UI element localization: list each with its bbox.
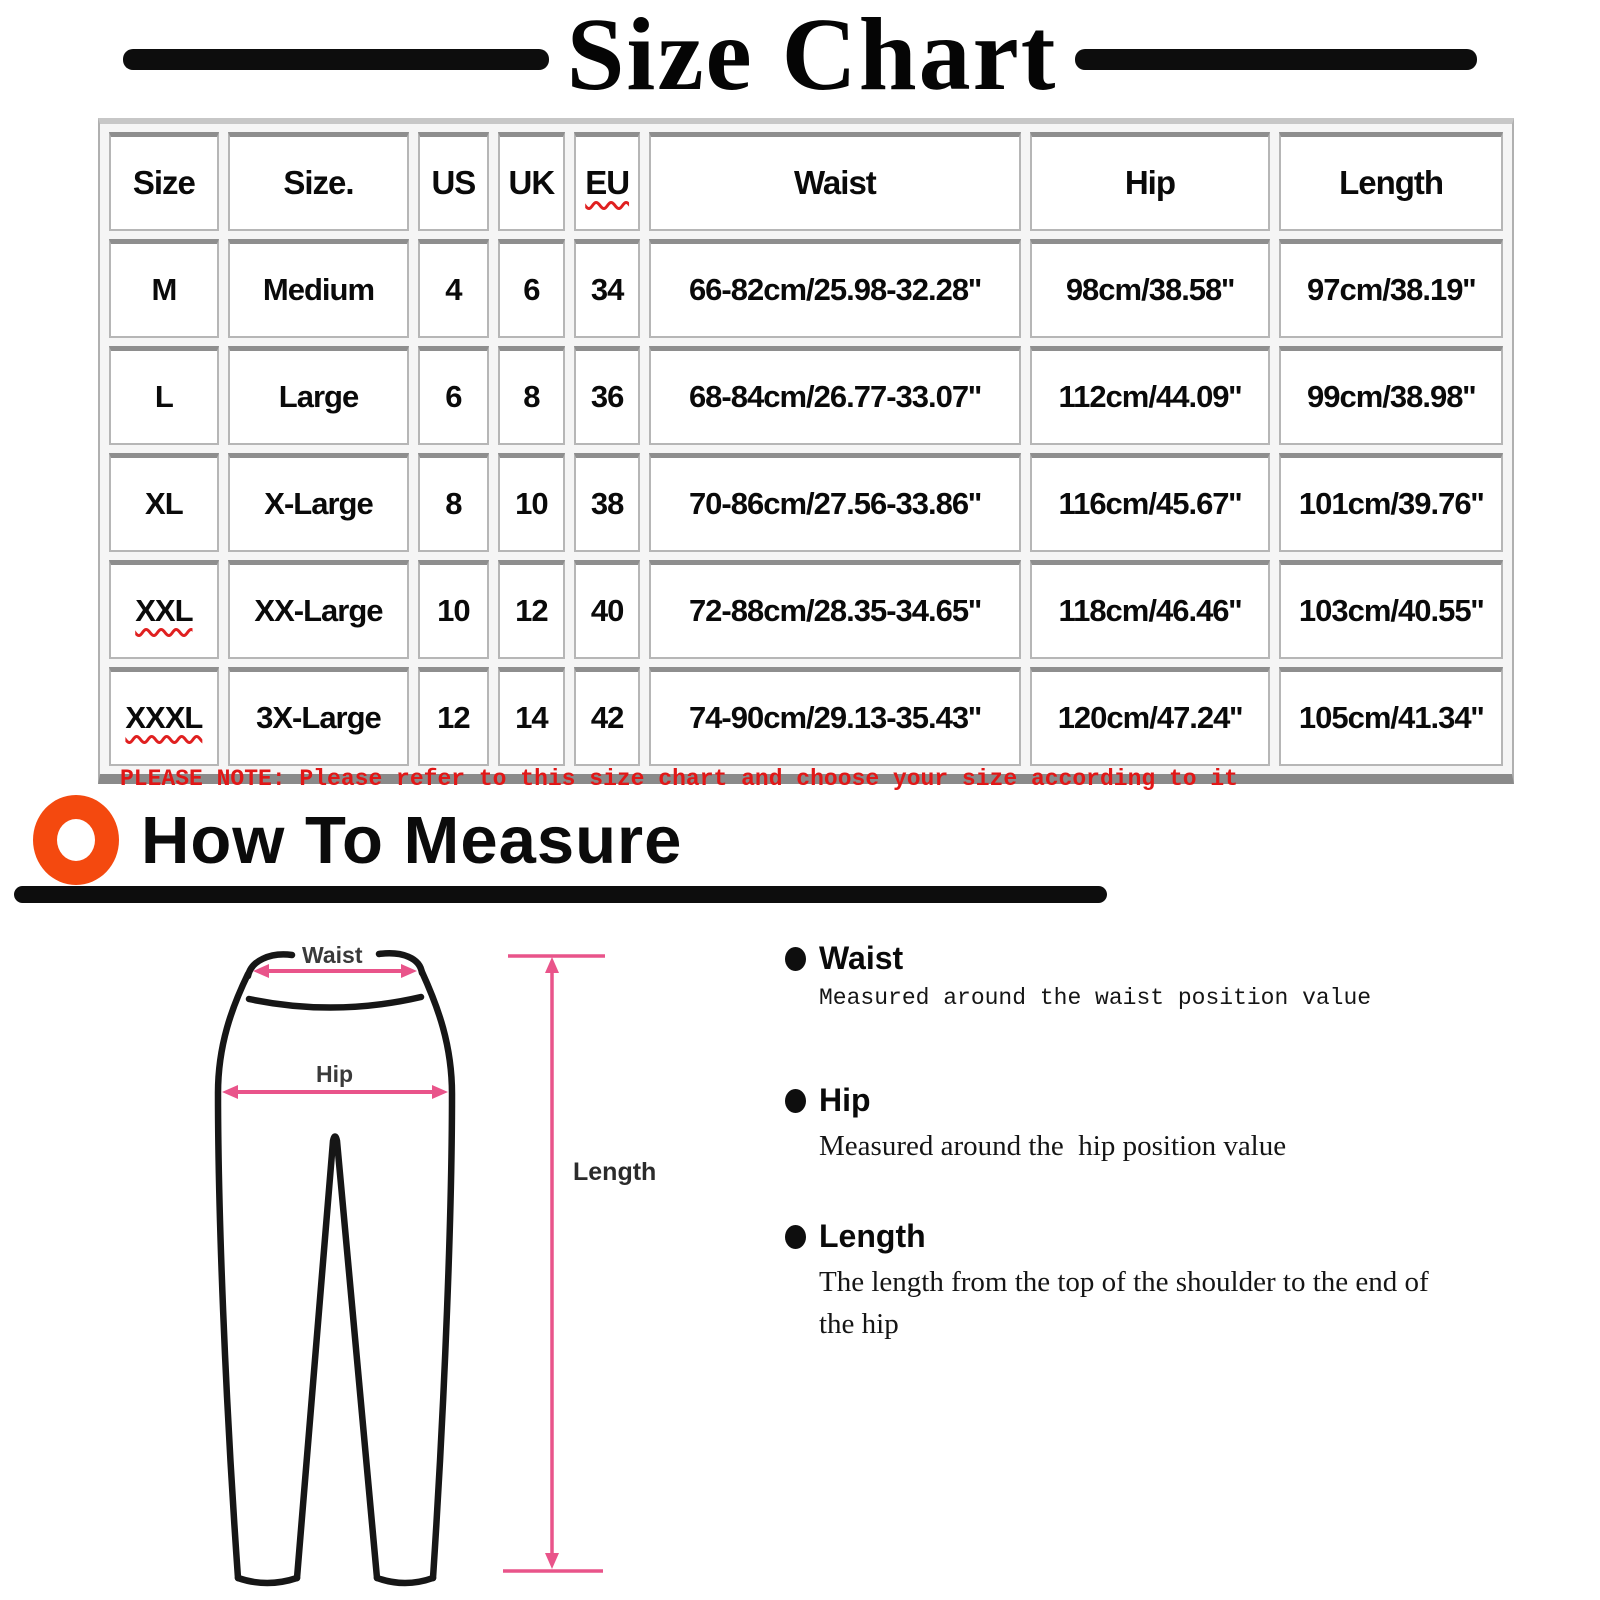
diagram-length-label: Length	[573, 1158, 657, 1186]
page-title: Size Chart	[566, 0, 1058, 112]
table-row-l	[109, 346, 1503, 445]
eu-cell: 34	[574, 239, 640, 338]
column-header-us: US	[418, 132, 488, 231]
us-cell: 12	[418, 667, 488, 766]
table-row-xxl	[109, 560, 1503, 659]
measure-item-hip	[785, 1080, 1465, 1167]
column-header-waist: Waist	[649, 132, 1020, 231]
pants-diagram	[190, 905, 660, 1595]
please-note-text: PLEASE NOTE: Please refer to this size chart and choose your size according to it	[120, 766, 1238, 792]
size-name-cell: Medium	[228, 239, 409, 338]
length-label: Length	[819, 1218, 926, 1254]
waist-cell: 68-84cm/26.77-33.07''	[649, 346, 1020, 445]
eu-cell: 42	[574, 667, 640, 766]
table-row-m	[109, 239, 1503, 338]
title-rule-left	[123, 49, 549, 70]
diagram-labels	[302, 942, 656, 1186]
waist-cell: 70-86cm/27.56-33.86''	[649, 453, 1020, 552]
hip-cell: 118cm/46.46''	[1030, 560, 1271, 659]
heading-underline-rule	[14, 886, 1107, 903]
column-header-size2: Size.	[228, 132, 409, 231]
column-header-eu: EU	[574, 132, 640, 231]
eu-cell: 38	[574, 453, 640, 552]
eu-cell: 40	[574, 560, 640, 659]
hip-cell: 98cm/38.58''	[1030, 239, 1271, 338]
column-header-size: Size	[109, 132, 219, 231]
size-table	[100, 124, 1512, 774]
size-table-wrap	[98, 118, 1514, 784]
how-to-measure-title: How To Measure	[141, 802, 683, 878]
hip-cell: 116cm/45.67''	[1030, 453, 1271, 552]
waist-description: Measured around the waist position value	[819, 985, 1372, 1011]
size-cell: XXL	[109, 560, 219, 659]
bullet-icon	[785, 1225, 806, 1249]
size-cell: M	[109, 239, 219, 338]
uk-cell: 12	[498, 560, 566, 659]
waist-label: Waist	[819, 940, 904, 976]
table-row-xl	[109, 453, 1503, 552]
size-name-cell: Large	[228, 346, 409, 445]
bullet-icon	[785, 1089, 806, 1113]
hip-cell: 120cm/47.24''	[1030, 667, 1271, 766]
table-row-xxxl	[109, 667, 1503, 766]
waist-cell: 74-90cm/29.13-35.43''	[649, 667, 1020, 766]
size-cell: XL	[109, 453, 219, 552]
bullet-icon	[785, 947, 806, 971]
us-cell: 6	[418, 346, 488, 445]
measure-item-length	[785, 1216, 1465, 1345]
us-cell: 8	[418, 453, 488, 552]
length-cell: 105cm/41.34''	[1279, 667, 1503, 766]
hip-description: Measured around the hip position value	[819, 1130, 1287, 1162]
us-cell: 10	[418, 560, 488, 659]
size-name-cell: 3X-Large	[228, 667, 409, 766]
diagram-hip-label: Hip	[316, 1061, 354, 1087]
waist-cell: 72-88cm/28.35-34.65''	[649, 560, 1020, 659]
size-cell: XXXL	[109, 667, 219, 766]
uk-cell: 6	[498, 239, 566, 338]
uk-cell: 8	[498, 346, 566, 445]
diagram-waist-label: Waist	[302, 942, 363, 968]
us-cell: 4	[418, 239, 488, 338]
how-to-measure-header	[33, 795, 682, 885]
hip-cell: 112cm/44.09''	[1030, 346, 1271, 445]
length-description: The length from the top of the shoulder to the end of the hip	[819, 1266, 1436, 1341]
length-cell: 99cm/38.98''	[1279, 346, 1503, 445]
length-cell: 97cm/38.19''	[1279, 239, 1503, 338]
column-header-length: Length	[1279, 132, 1503, 231]
hip-label: Hip	[819, 1082, 871, 1118]
column-header-uk: UK	[498, 132, 566, 231]
title-rule-right	[1075, 49, 1477, 70]
uk-cell: 10	[498, 453, 566, 552]
title-block	[0, 0, 1600, 118]
uk-cell: 14	[498, 667, 566, 766]
size-name-cell: X-Large	[228, 453, 409, 552]
pants-outline	[218, 953, 452, 1583]
eu-cell: 36	[574, 346, 640, 445]
length-cell: 101cm/39.76''	[1279, 453, 1503, 552]
size-name-cell: XX-Large	[228, 560, 409, 659]
ring-icon	[33, 795, 119, 885]
waist-cell: 66-82cm/25.98-32.28''	[649, 239, 1020, 338]
measurement-lines	[222, 956, 605, 1571]
column-header-hip: Hip	[1030, 132, 1271, 231]
measure-item-waist	[785, 938, 1465, 1014]
size-cell: L	[109, 346, 219, 445]
header-row	[109, 132, 1503, 231]
length-cell: 103cm/40.55''	[1279, 560, 1503, 659]
